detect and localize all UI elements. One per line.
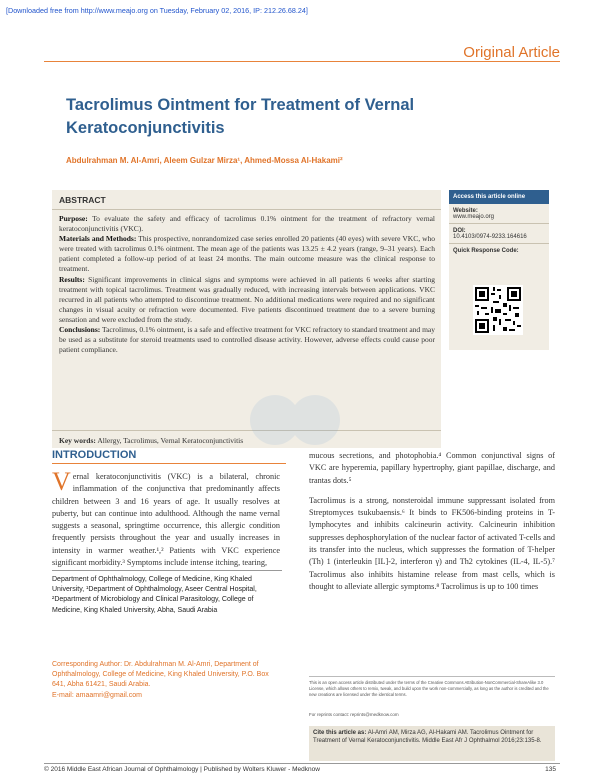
correspondence-text: Dr. Abdulrahman M. Al-Amri, Department of Ophthalmology, College of Medicine, King Khaled University, P.O. Box 641, Abha 61421, Saudi Arabia. [52, 661, 269, 689]
results-label: Results: [59, 274, 85, 284]
abstract-heading: ABSTRACT [59, 195, 106, 205]
introduction-left-column [52, 467, 280, 569]
introduction-divider [52, 463, 286, 464]
introduction-paragraph-1: ernal keratoconjunctivitis (VKC) is a bilateral, chronic inflammation of the conjunctiva that predominantly affects children between 3 and 16 years of age. It usually resolves at puberty, but can continue into adulthood. Although the name vernal suggests a seasonal, springtime occurrence, this allergic condition frequently persists throughout the year and usually increases in intensity in warmer weather.¹,² Patients with VKC experience significant morbidity.³ Symptoms include intense itching, tearing, [52, 472, 280, 568]
qr-code-graphic [473, 285, 523, 335]
abstract-conclusions [59, 325, 435, 355]
conclusions-text: Tacrolimus, 0.1% ointment, is a safe and effective treatment for VKC refractory to standard treatment and may be used as a substitute for steroid treatments used to controlled disease activity. However, adverse effects could cause poor patient compliance. [59, 325, 435, 355]
conclusions-label: Conclusions: [59, 325, 101, 335]
drop-cap: V [52, 467, 71, 496]
keywords-label: Key words: [59, 436, 96, 445]
qr-code-icon[interactable] [473, 285, 523, 335]
license-text: This is an open access article distributed under the terms of the Creative Commons Attribution-NonCommercial-ShareAlike 3.0 License, which allows others to remix, tweak, and build upon the work non-commercially, as long as the author is credited and the new creations are licensed under the identical terms. [309, 680, 549, 697]
correspondence-email[interactable]: E-mail: amaamri@gmail.com [52, 691, 142, 699]
download-notice: [Downloaded free from http://www.meajo.org on Tuesday, February 02, 2016, IP: 212.26.68.24] [6, 6, 308, 15]
correspondence-label: Corresponding Author: [52, 661, 123, 668]
access-divider [449, 223, 549, 224]
journal-watermark-icon [245, 380, 355, 460]
abstract-purpose [59, 214, 435, 234]
article-title: Tacrolimus Ointment for Treatment of Vernal Keratoconjunctivitis [66, 96, 415, 137]
website-label: Website: [453, 208, 478, 214]
citation-label: Cite this article as: [313, 730, 367, 736]
footer-divider [44, 763, 560, 764]
methods-label: Materials and Methods: [59, 234, 137, 244]
author-list: Abdulrahman M. Al-Amri, Aleem Gulzar Mirza¹, Ahmed-Mossa Al-Hakami² [66, 156, 343, 165]
citation-body: Al-Amri AM, Mirza AG, Al-Hakami AM. Tacrolimus Ointment for Treatment of Vernal Keratoconjunctivitis. Middle East Afr J Ophthalmol 2016;23:135-8. [313, 730, 542, 745]
purpose-text: To evaluate the safety and efficacy of tacrolimus 0.1% ointment for the treatment of refractory vernal keratoconjunctivitis (VKC). [59, 214, 435, 234]
methods-text: This prospective, nonrandomized case series enrolled 20 patients (40 eyes) with severe VKC, who were treated with tacrolimus 0.1% ointment. The mean age of the patients was 13.25 ± 4.2 years (range, 9–31 years). Each patient completed a follow-up period of at least 24 months. The main outcome measure was the clinical response to treatment. [59, 234, 436, 274]
qr-label: Quick Response Code: [453, 248, 519, 254]
page-number: 135 [545, 766, 556, 773]
section-label: Original Article [463, 44, 560, 61]
reprints-contact: For reprints contact: reprints@medknow.com [309, 712, 399, 717]
citation-text [313, 729, 551, 746]
introduction-paragraph-2: mucous secretions, and photophobia.⁴ Common conjunctival signs of VKC are hyperemia, papillary hypertrophy, giant papillae, discharge, and trantas dots.⁵ [309, 451, 555, 485]
header-divider [44, 61, 560, 62]
abstract-divider [52, 209, 441, 210]
access-box-header: Access this article online [449, 190, 549, 204]
doi-label: DOI: [453, 228, 466, 234]
abstract-methods [59, 234, 435, 274]
affiliation-divider [52, 570, 282, 571]
affiliations: Department of Ophthalmology, College of Medicine, King Khaled University, ¹Department of Ophthalmology, Aseer Central Hospital, ²Department of Microbiology and Clinical Parasitology, College of Medicine, King Khaled University, Abha, Saudi Arabia [52, 576, 257, 614]
access-divider [449, 243, 549, 244]
footer-copyright: © 2016 Middle East African Journal of Ophthalmology | Published by Wolters Kluwer - Medknow [44, 766, 320, 773]
website-link[interactable]: www.meajo.org [453, 214, 495, 220]
introduction-heading: INTRODUCTION [52, 449, 137, 461]
keywords-text: Allergy, Tacrolimus, Vernal Keratoconjunctivitis [97, 436, 244, 445]
results-text: Significant improvements in clinical signs and symptoms were achieved in all patients 6 weeks after starting treatment with topical tacrolimus. Treatment was gradually reduced, with increasing intervals between applications. VKC recurred in all patients who attempted to discontinue treatment. No additional medications were required and no significant changes in visual acuity or refraction were documented. Five patients discontinued treatment due to a severe burning sensation and were excluded from the study. [59, 274, 435, 324]
keywords [59, 436, 243, 445]
abstract-body [59, 214, 435, 355]
purpose-label: Purpose: [59, 214, 88, 223]
abstract-results [59, 275, 435, 325]
introduction-right-column [309, 450, 555, 601]
introduction-paragraph-3: Tacrolimus is a strong, nonsteroidal immune suppressant isolated from Streptomyces tsukubaensis.⁶ It binds to FK506-binding proteins in T-lymphocytes and inhibits calcineurin activity. Calcineurin inhibition suppresses dephosphorylation of the nuclear factor of activated T-cells and its transfer into the nucleus, which suppresses the formation of T-helper (Th) 1 (interleukin [IL]-2, interferon γ) and Th2 cytokines (IL-4, IL-5).⁷ Tacrolimus also inhibits histamine release from mast cells, which is thought to alleviate allergic symptoms.⁸ Tacrolimus is up to 100 times [309, 495, 555, 591]
license-divider [309, 676, 555, 677]
doi-value[interactable]: 10.4103/0974-9233.164616 [453, 234, 527, 240]
correspondence [52, 660, 282, 701]
